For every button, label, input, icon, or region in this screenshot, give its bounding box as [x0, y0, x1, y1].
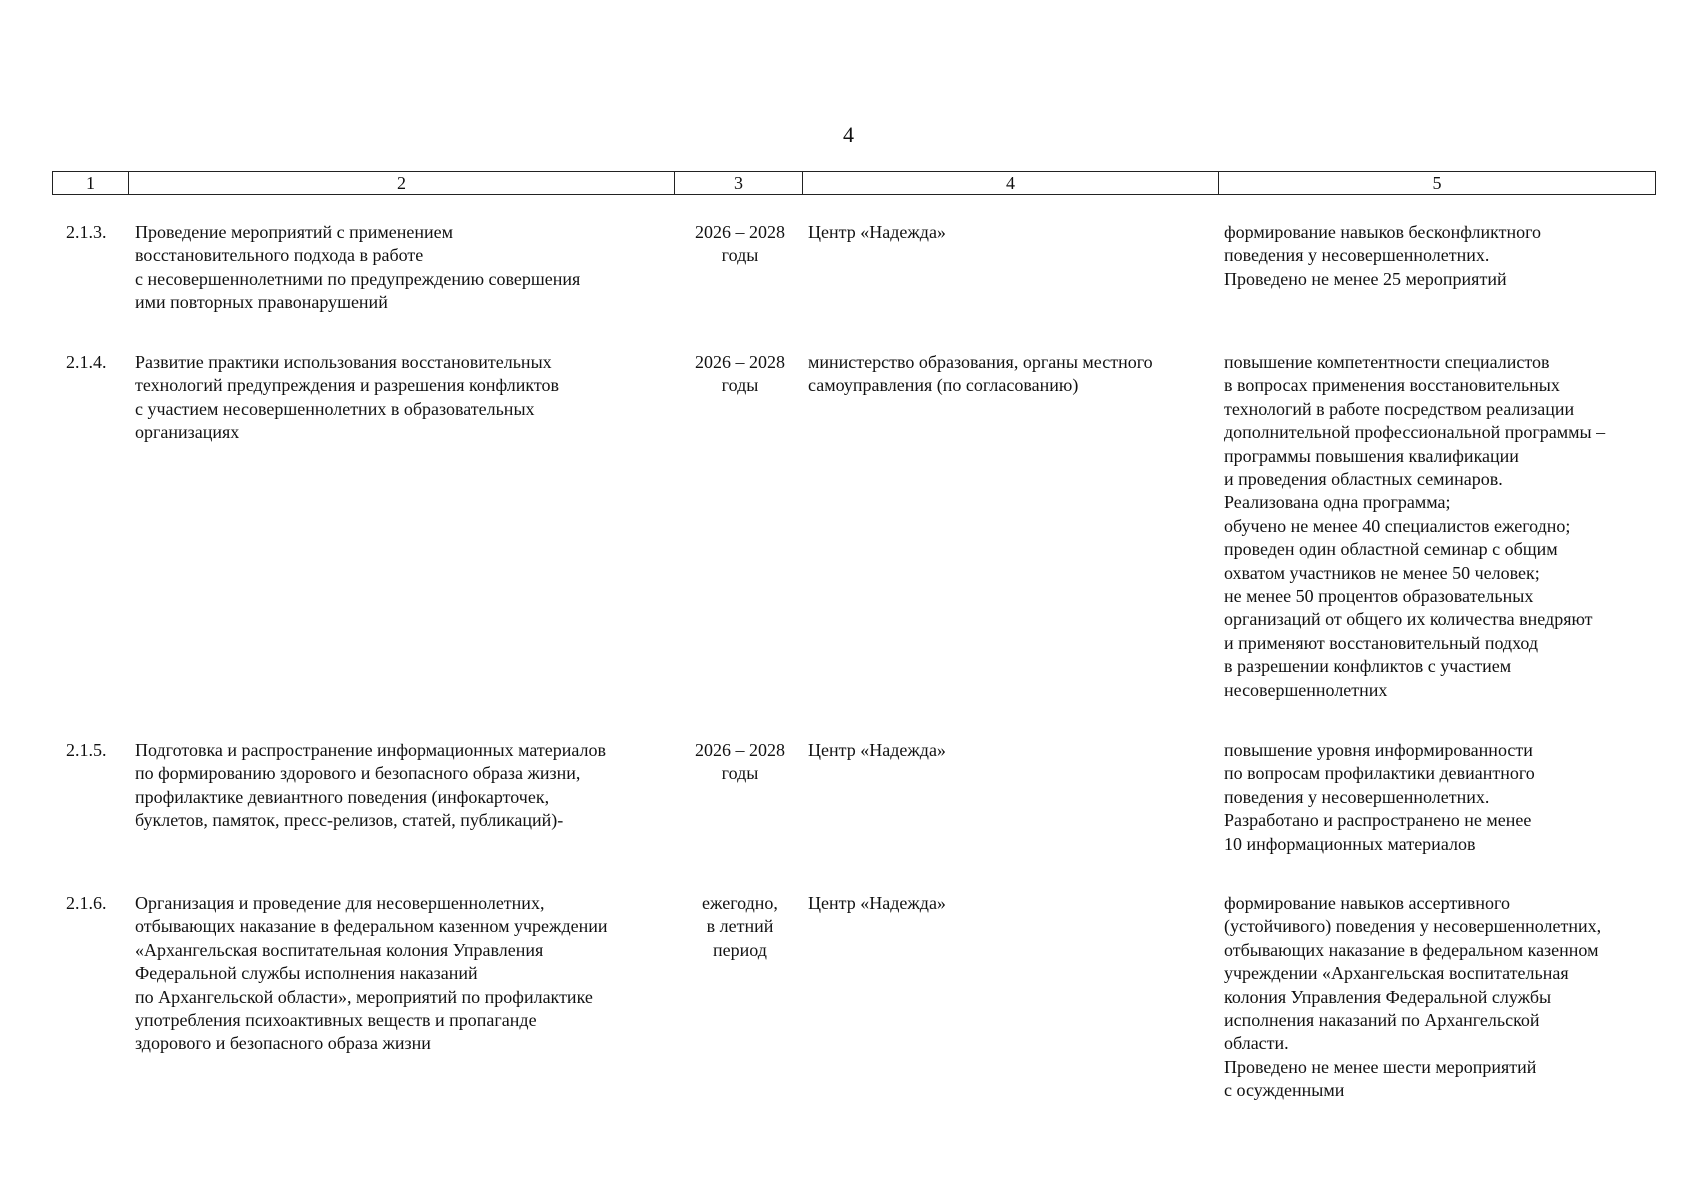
row-period: 2026 – 2028 годы — [695, 740, 785, 784]
row-result: формирование навыков ассертивного (устойчивого) поведения у несовершеннолетних, отбывающих наказание в федеральном казенном учреждении «Архангельская воспитательная колония Управления Федеральной службы исполнения наказаний по Архангельской области. Проведено не менее шести мероприятий с осужденными — [1224, 893, 1602, 1101]
row-title: Подготовка и распространение информационных материалов по формированию здорового и безопасного образа жизни, профилактике девиантного поведения (инфокарточек, буклетов, памяток, пресс-релизов, статей, публикаций)- — [135, 740, 607, 831]
row-executor: Центр «Надежда» — [808, 222, 946, 242]
row-result: формирование навыков бесконфликтного поведения у несовершеннолетних. Проведено не менее 25 мероприятий — [1224, 222, 1542, 289]
row-executor: Центр «Надежда» — [808, 893, 946, 913]
row-number: 2.1.6. — [66, 893, 107, 913]
row-result: повышение уровня информированности по вопросам профилактики девиантного поведения у несовершеннолетних. Разработано и распространено не менее 10 информационных материалов — [1224, 740, 1535, 854]
row-title: Организация и проведение для несовершеннолетних, отбывающих наказание в федеральном казенном учреждении «Архангельская воспитательная колония Управления Федеральной службы исполнения наказаний по Архангельской области», мероприятий по профилактике употребления психоактивных веществ и пропаганде здорового и безопасного образа жизни — [135, 893, 608, 1054]
header-column-2: 2 — [129, 172, 675, 194]
header-column-4: 4 — [803, 172, 1219, 194]
row-title: Развитие практики использования восстановительных технологий предупреждения и разрешения конфликтов с участием несовершеннолетних в образовательных организациях — [135, 352, 559, 443]
row-period: 2026 – 2028 годы — [695, 352, 785, 396]
table-header-row — [52, 171, 1656, 195]
row-number: 2.1.3. — [66, 222, 107, 242]
row-period: ежегодно, в летний период — [702, 893, 778, 960]
header-column-3: 3 — [675, 172, 803, 194]
row-number: 2.1.5. — [66, 740, 107, 760]
row-executor: Центр «Надежда» — [808, 740, 946, 760]
header-column-5: 5 — [1432, 173, 1442, 193]
row-result: повышение компетентности специалистов в вопросах применения восстановительных технологий в работе посредством реализации дополнительной профессиональной программы – программы повышения квалификации и проведения областных семинаров. Реализована одна программа; обучено не менее 40 специалистов ежегодно; проведен один областной семинар с общим охватом участников не менее 50 человек; не менее 50 процентов образовательных организаций от общего их количества внедряют и применяют восстановительный подход в разрешении конфликтов с участием несовершеннолетних — [1224, 352, 1606, 700]
row-period: 2026 – 2028 годы — [695, 222, 785, 266]
header-column-1: 1 — [53, 172, 129, 194]
row-executor: министерство образования, органы местного самоуправления (по согласованию) — [808, 352, 1153, 396]
page-number: 4 — [843, 122, 854, 147]
row-title: Проведение мероприятий с применением восстановительного подхода в работе с несовершеннолетними по предупреждению совершения ими повторных правонарушений — [135, 222, 581, 313]
row-number: 2.1.4. — [66, 352, 107, 372]
